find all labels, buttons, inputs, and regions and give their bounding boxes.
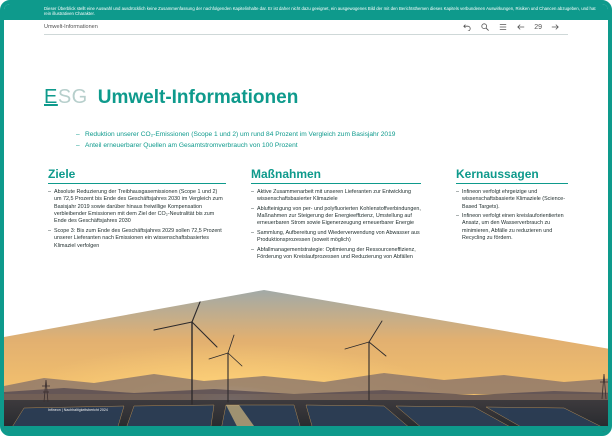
column-rule [456, 183, 568, 184]
list-item: – Absolute Reduzierung der Treibhausgasemissionen (Scope 1 und 2) um 72,5 Prozent bis Ende des Geschäftsjahres 2030 im Vergleich zum Basisjahr 2019 sowie darüber hinaus freiwillige Kompensation verbleibender Emissionen mit dem Ziel der CO₂-Neutralität bis zum Ende des Geschäftsjahres 2030 [48, 189, 226, 226]
esg-logo: ESG [44, 86, 88, 108]
list-item: – Infineon verfolgt ehrgeizige und wissenschaftsbasierte Klimaziele (Science-Based Targets). [456, 189, 568, 211]
column-rule [251, 183, 421, 184]
column-massnahmen [251, 167, 421, 263]
arrow-left-icon[interactable] [516, 22, 526, 32]
highlight-item: – Reduktion unserer CO₂-Emissionen (Scope 1 und 2) um rund 84 Prozent im Vergleich zum Basisjahr 2019 [76, 129, 395, 140]
column-heading: Kernaussagen [456, 167, 539, 181]
list-item: – Infineon verfolgt einen kreislauforientierten Ansatz, um den Wasserverbrauch zu minimieren, Abfälle zu reduzieren und Recycling zu fördern. [456, 213, 568, 243]
page-toolbar [462, 22, 560, 32]
page-heading [44, 86, 298, 109]
list-item: – Sammlung, Aufbereitung und Wiederverwendung von Abwasser aus Produktionsprozessen (soweit möglich) [251, 230, 421, 245]
column-rule [48, 183, 226, 184]
menu-icon[interactable] [498, 22, 508, 32]
undo-icon[interactable] [462, 22, 472, 32]
page-title: Umwelt-Informationen [97, 87, 299, 108]
header-divider [44, 34, 568, 35]
list-item: – Scope 3: Bis zum Ende des Geschäftsjahres 2029 sollen 72,5 Prozent unserer Lieferanten nach Emissionen ein wissenschaftsbasiertes Klimaziel verfolgen [48, 228, 226, 250]
highlight-item: – Anteil erneuerbarer Quellen am Gesamtstromverbrauch von 100 Prozent [76, 140, 395, 151]
page-number: 29 [534, 23, 542, 31]
column-kernaussagen [456, 167, 568, 245]
bottom-bar [4, 426, 608, 432]
list-item: – Abfallmanagementstrategie: Optimierung der Ressourceneffizienz, Förderung von Kreislaufprozessen und Reduzierung von Abfällen [251, 247, 421, 262]
disclaimer-banner: Dieser Überblick stellt eine Auswahl und ausdrücklich keine Zusammenfassung der nachfolgenden Kapitelinhalte dar. Er ist daher nicht dazu geeignet, ein ausgewogenes Bild der mit den Berichtsthemen dieses Kapitels verbundenen Auswirkungen, Risiken und Chancen abzugeben, und hat rein illustrativen Charakter. [4, 4, 608, 20]
arrow-right-icon[interactable] [550, 22, 560, 32]
search-icon[interactable] [480, 22, 490, 32]
column-ziele [48, 167, 226, 252]
column-heading: Maßnahmen [251, 167, 322, 181]
section-label: Umwelt-Informationen [44, 24, 98, 30]
list-item: – Aktive Zusammenarbeit mit unseren Lieferanten zur Entwicklung wissenschaftsbasierter Klimaziele [251, 189, 421, 204]
column-heading: Ziele [48, 167, 76, 181]
highlights-list [76, 129, 395, 151]
page-footer: Infineon | Nachhaltigkeitsbericht 2024 [48, 408, 108, 412]
list-item: – Ablufteinigung von per- und polyfluorierten Kohlenstoffverbindungen, Maßnahmen zur Steigerung der Energieeffizienz, Umstellung auf erneuerbaren Strom sowie Eigenerzeugung erneuerbarer Energie [251, 206, 421, 228]
